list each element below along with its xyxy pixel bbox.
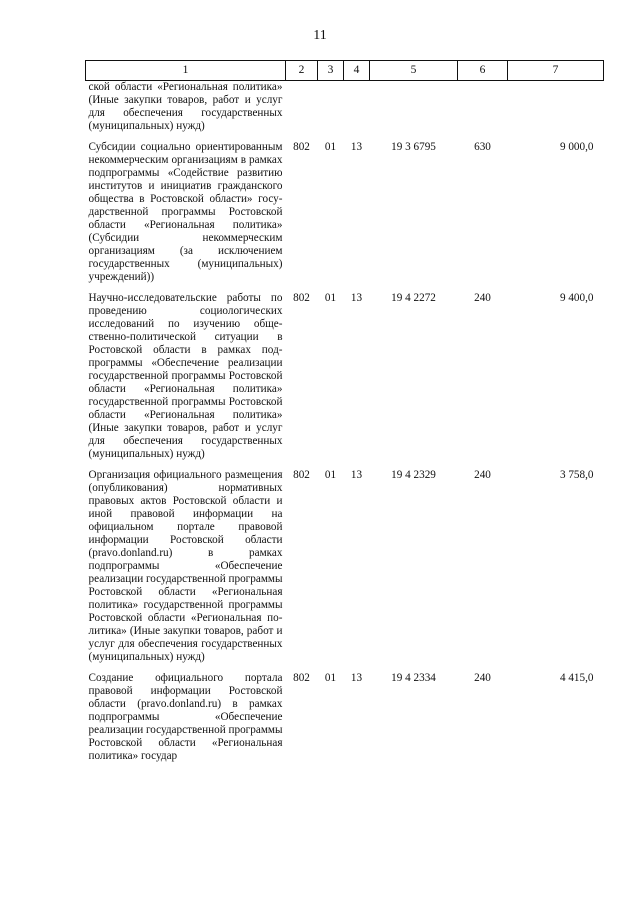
row-subsection-code (344, 81, 370, 134)
header-col-7: 7 (508, 61, 604, 81)
row-ministry-code: 802 (293, 469, 310, 481)
row-description: Создание официального портала правовой информации Ростовской области (pravo.donland.ru) в рамках подпрограммы «Обеспечение реализации государственной программы Ростовской области «Региональная политика» государ (88, 672, 283, 762)
table-row (86, 664, 604, 763)
row-target-article: 19 4 2334 (391, 672, 436, 684)
table-row (86, 461, 604, 664)
table-header-row (86, 61, 604, 81)
row-expense-type (458, 81, 508, 134)
table-row (86, 81, 604, 134)
table-row (86, 133, 604, 284)
row-target-article: 19 4 2329 (391, 469, 436, 481)
row-ministry-code (286, 81, 318, 134)
row-description: Организация официального размещения (опубликования) нормативных правовых актов Ростовской области и иной правовой информации на официальном портале правовой информации Ростовской области (pravo.donland.ru) в рамках подпрограммы «Обеспечение реализации государственной программы Ростовской области «Региональная политика» государственной программы Ростовской области «Региональная политика» (Иные закупки товаров, работ и услуг для обеспечения государственных (муниципальных) нужд) (88, 469, 283, 663)
header-col-6: 6 (458, 61, 508, 81)
table-row (86, 284, 604, 461)
row-subsection-code: 13 (350, 469, 363, 481)
row-ministry-code: 802 (293, 141, 310, 153)
row-section-code: 01 (324, 469, 337, 481)
row-ministry-code: 802 (293, 672, 310, 684)
header-col-3: 3 (318, 61, 344, 81)
page-number: 11 (313, 28, 327, 43)
row-expense-type: 240 (474, 672, 491, 684)
header-col-5: 5 (370, 61, 458, 81)
header-col-2: 2 (286, 61, 318, 81)
row-description: ской области «Региональная политика» (Иные закупки товаров, работ и услуг для обеспечения государственных (муниципальных) нужд) (88, 81, 283, 132)
row-ministry-code: 802 (293, 292, 310, 304)
row-section-code: 01 (324, 672, 337, 684)
row-expense-type: 630 (474, 141, 491, 153)
row-section-code (318, 81, 344, 134)
row-expense-type: 240 (474, 469, 491, 481)
row-target-article: 19 4 2272 (391, 292, 436, 304)
row-section-code: 01 (324, 141, 337, 153)
row-target-article (370, 81, 458, 134)
row-subsection-code: 13 (350, 141, 363, 153)
row-description: Субсидии социально ориентированным некоммерческим организациям в рамках подпрограммы «Содействие развитию институтов и инициатив гражданского общества в Ростовской области» государственной программы Ростовской области «Региональная политика» (Субсидии некоммерческим организациям (за исключением государственных (муниципальных) учреждений)) (88, 141, 283, 283)
row-expense-type: 240 (474, 292, 491, 304)
row-amount: 9 400,0 (559, 292, 594, 304)
row-subsection-code: 13 (350, 672, 363, 684)
header-col-4: 4 (344, 61, 370, 81)
row-section-code: 01 (324, 292, 337, 304)
row-target-article: 19 3 6795 (391, 141, 436, 153)
row-subsection-code: 13 (350, 292, 363, 304)
budget-table (85, 60, 604, 763)
row-amount: 4 415,0 (559, 672, 594, 684)
row-amount: 3 758,0 (559, 469, 594, 481)
row-amount: 9 000,0 (559, 141, 594, 153)
row-amount (508, 81, 604, 134)
row-description: Научно-исследовательские работы по проведению социологических исследований по изучению общественно-политической ситуации в Ростовской области в рамках подпрограммы «Обеспечение реализации государственной программы Ростовской области «Региональная политика» государственной программы Ростовской области «Региональная политика» (Иные закупки товаров, работ и услуг для обеспечения государственных (муниципальных) нужд) (88, 292, 283, 460)
header-col-1: 1 (86, 61, 286, 81)
budget-table-container (85, 60, 603, 763)
